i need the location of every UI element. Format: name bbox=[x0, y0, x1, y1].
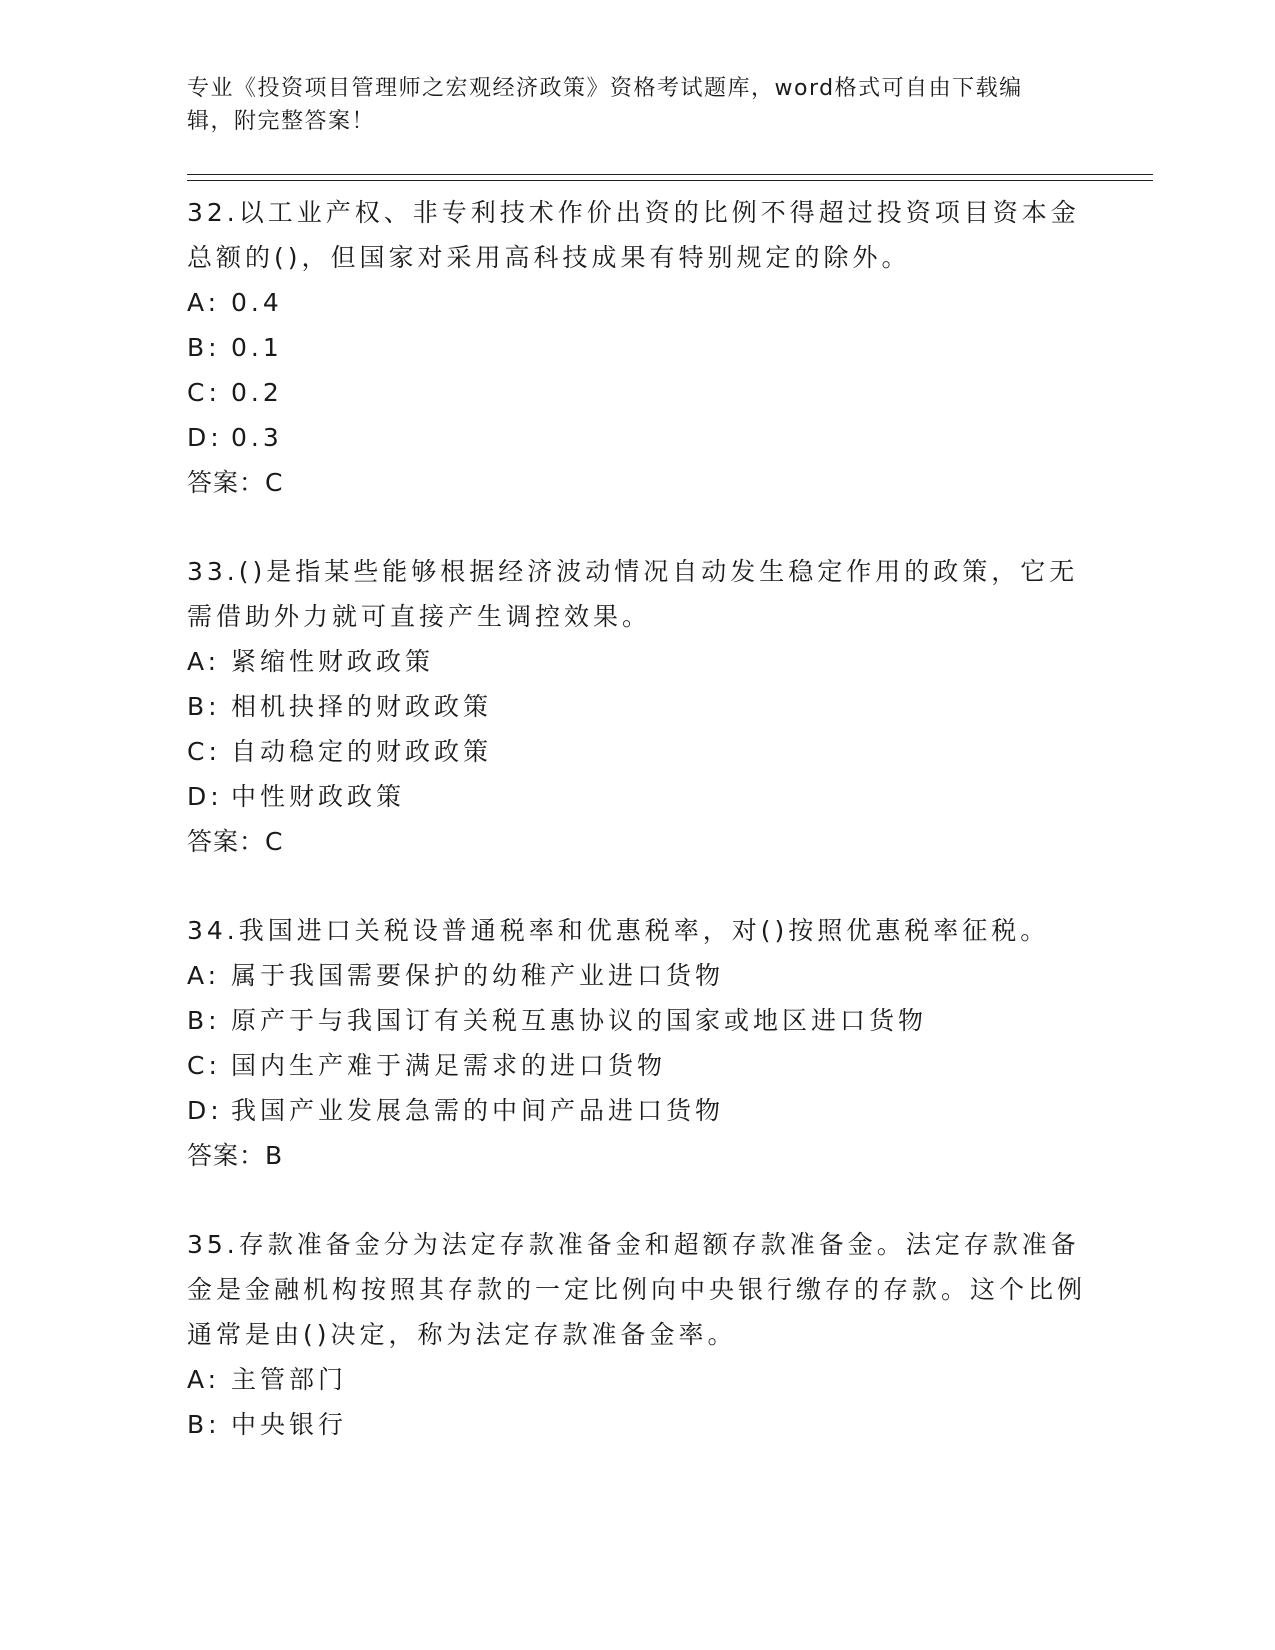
option-a bbox=[187, 639, 1087, 684]
option-c bbox=[187, 1043, 1087, 1088]
option-c bbox=[187, 370, 1087, 415]
option-text: 紧缩性财政政策 bbox=[231, 647, 435, 676]
header-rule-top bbox=[187, 174, 1153, 175]
option-key: A: bbox=[187, 1365, 221, 1394]
option-b bbox=[187, 1402, 1087, 1447]
question-33 bbox=[187, 549, 1087, 864]
option-key: B: bbox=[187, 1410, 221, 1439]
option-text: 主管部门 bbox=[231, 1365, 348, 1394]
option-c bbox=[187, 729, 1087, 774]
header-rule-bottom bbox=[187, 180, 1153, 181]
option-key: A: bbox=[187, 288, 221, 317]
option-key: D: bbox=[187, 423, 223, 452]
option-key: B: bbox=[187, 692, 221, 721]
question-text: 34.我国进口关税设普通税率和优惠税率，对()按照优惠税率征税。 bbox=[187, 916, 1050, 945]
option-a bbox=[187, 280, 1087, 325]
option-text: 中性财政政策 bbox=[231, 782, 406, 811]
answer-text: 答案：C bbox=[187, 468, 284, 497]
option-key: C: bbox=[187, 1051, 221, 1080]
question-text: 35.存款准备金分为法定存款准备金和超额存款准备金。法定存款准备金是金融机构按照其存款的一定比例向中央银行缴存的存款。这个比例通常是由()决定，称为法定存款准备金率。 bbox=[187, 1230, 1087, 1349]
option-a bbox=[187, 953, 1087, 998]
option-text: 0.4 bbox=[231, 288, 283, 317]
option-text: 属于我国需要保护的幼稚产业进口货物 bbox=[231, 961, 725, 990]
option-d bbox=[187, 774, 1087, 819]
option-b bbox=[187, 998, 1087, 1043]
option-text: 国内生产难于满足需求的进口货物 bbox=[231, 1051, 667, 1080]
option-text: 我国产业发展急需的中间产品进口货物 bbox=[231, 1096, 725, 1125]
option-key: B: bbox=[187, 1006, 221, 1035]
option-d bbox=[187, 415, 1087, 460]
option-text: 中央银行 bbox=[231, 1410, 348, 1439]
option-text: 0.3 bbox=[231, 423, 283, 452]
document-header: 专业《投资项目管理师之宏观经济政策》资格考试题库，word格式可自由下载编辑，附完整答案！ bbox=[187, 76, 1023, 134]
option-d bbox=[187, 1088, 1087, 1133]
answer-text: 答案：C bbox=[187, 827, 284, 856]
answer-text: 答案：B bbox=[187, 1141, 284, 1170]
option-key: C: bbox=[187, 378, 221, 407]
question-text: 32.以工业产权、非专利技术作价出资的比例不得超过投资项目资本金总额的()，但国家对采用高科技成果有特别规定的除外。 bbox=[187, 198, 1080, 272]
option-b bbox=[187, 325, 1087, 370]
option-key: A: bbox=[187, 647, 221, 676]
question-32 bbox=[187, 190, 1087, 505]
question-34 bbox=[187, 908, 1087, 1178]
option-text: 相机抉择的财政政策 bbox=[231, 692, 493, 721]
option-text: 原产于与我国订有关税互惠协议的国家或地区进口货物 bbox=[231, 1006, 928, 1035]
option-b bbox=[187, 684, 1087, 729]
option-key: B: bbox=[187, 333, 221, 362]
option-a bbox=[187, 1357, 1087, 1402]
option-key: C: bbox=[187, 737, 221, 766]
question-text: 33.()是指某些能够根据经济波动情况自动发生稳定作用的政策，它无需借助外力就可直接产生调控效果。 bbox=[187, 557, 1079, 631]
option-key: A: bbox=[187, 961, 221, 990]
option-text: 0.1 bbox=[231, 333, 283, 362]
question-list bbox=[187, 190, 1087, 1491]
question-35 bbox=[187, 1222, 1087, 1447]
option-text: 0.2 bbox=[231, 378, 283, 407]
option-key: D: bbox=[187, 782, 223, 811]
option-text: 自动稳定的财政政策 bbox=[231, 737, 493, 766]
option-key: D: bbox=[187, 1096, 223, 1125]
